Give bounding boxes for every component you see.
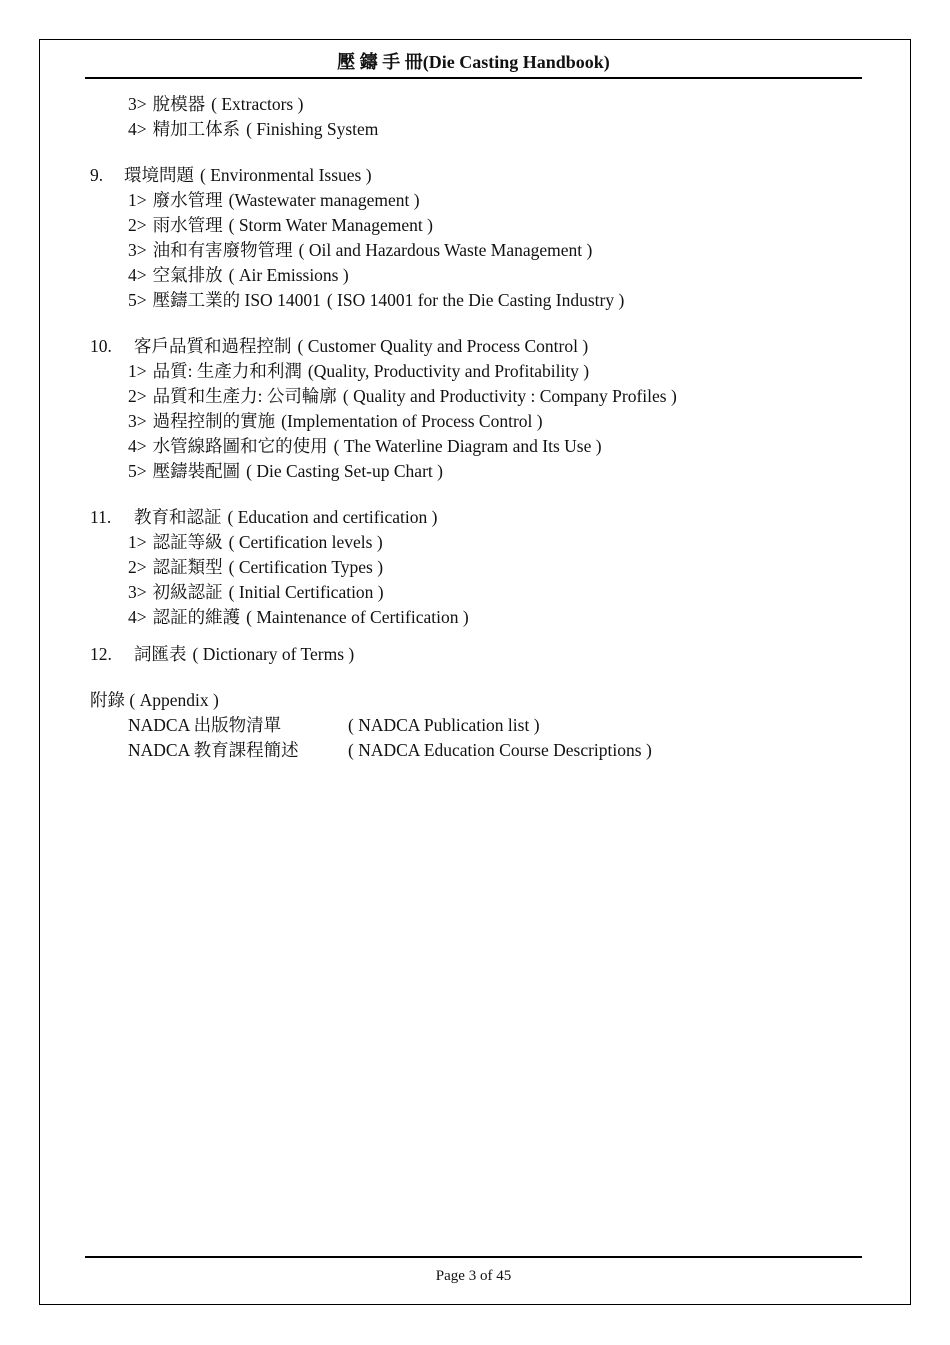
item-number: 5>	[128, 290, 147, 310]
footer-rule	[85, 1256, 862, 1258]
item-chinese: 初級認証	[152, 582, 223, 602]
item-english: ( Air Emissions )	[228, 265, 349, 285]
item-chinese: 廢水管理	[152, 190, 223, 210]
toc-subitem	[90, 359, 860, 384]
item-chinese: 精加工体系	[152, 119, 241, 139]
item-number: 3>	[128, 94, 147, 114]
item-number: 1>	[128, 361, 147, 381]
item-number: 3>	[128, 411, 147, 431]
item-number: 3>	[128, 240, 147, 260]
item-chinese: 認証的維護	[152, 607, 241, 627]
item-english: ( Extractors )	[211, 94, 304, 114]
toc-subitem	[90, 263, 860, 288]
item-chinese: 認証類型	[152, 557, 223, 577]
section-number: 11.	[90, 507, 112, 527]
item-chinese: 油和有害廢物管理	[152, 240, 293, 260]
item-english: ( Certification Types )	[228, 557, 384, 577]
section-number: 10.	[90, 336, 112, 356]
appendix-item-chinese: NADCA 教育課程簡述	[128, 740, 299, 760]
section-english: ( Education and certification )	[227, 507, 438, 527]
section-english: ( Dictionary of Terms )	[192, 644, 355, 664]
item-number: 4>	[128, 265, 147, 285]
item-chinese: 壓鑄工業的 ISO 14001	[152, 290, 321, 310]
item-chinese: 品質和生產力: 公司輪廓	[152, 386, 337, 406]
item-english: ( The Waterline Diagram and Its Use )	[333, 436, 602, 456]
toc-subitem	[90, 580, 860, 605]
toc-subitem	[90, 605, 860, 630]
item-english: ( Initial Certification )	[228, 582, 384, 602]
toc-subitem	[90, 117, 860, 142]
item-number: 2>	[128, 557, 147, 577]
toc-subitem	[90, 409, 860, 434]
item-english: (Implementation of Process Control )	[281, 411, 543, 431]
section-chinese: 客戶品質和過程控制	[134, 336, 292, 356]
item-english: ( Maintenance of Certification )	[246, 607, 469, 627]
item-chinese: 認証等級	[152, 532, 223, 552]
section-number: 12.	[90, 644, 112, 664]
item-number: 2>	[128, 215, 147, 235]
toc-subitem	[90, 213, 860, 238]
item-chinese: 壓鑄裝配圖	[152, 461, 241, 481]
item-number: 5>	[128, 461, 147, 481]
section-number: 9.	[90, 165, 104, 185]
section-chinese: 教育和認証	[134, 507, 222, 527]
header-rule	[85, 77, 862, 79]
item-english: ( ISO 14001 for the Die Casting Industry )	[326, 290, 625, 310]
section-english: ( Customer Quality and Process Control )	[297, 336, 589, 356]
toc-subitem	[90, 188, 860, 213]
toc-subitem	[90, 288, 860, 313]
appendix-item-english: ( NADCA Publication list )	[348, 715, 540, 735]
toc-subitem	[90, 238, 860, 263]
item-chinese: 雨水管理	[152, 215, 223, 235]
appendix-item	[90, 713, 860, 738]
item-chinese: 脫模器	[152, 94, 206, 114]
appendix-item-chinese: NADCA 出版物清單	[128, 715, 282, 735]
page-header-title: 壓 鑄 手 冊(Die Casting Handbook)	[337, 52, 610, 72]
toc-subitem	[90, 384, 860, 409]
toc-section	[90, 334, 860, 359]
item-english: (Wastewater management )	[228, 190, 420, 210]
toc-section	[90, 163, 860, 188]
item-english: ( Die Casting Set-up Chart )	[246, 461, 443, 481]
toc-subitem	[90, 434, 860, 459]
section-chinese: 環境問題	[124, 165, 194, 185]
item-number: 1>	[128, 190, 147, 210]
item-english: ( Storm Water Management )	[228, 215, 433, 235]
item-number: 4>	[128, 119, 147, 139]
toc-content	[90, 92, 860, 763]
appendix-title: 附錄 ( Appendix )	[90, 690, 219, 710]
item-english: ( Quality and Productivity : Company Profiles )	[342, 386, 677, 406]
item-number: 4>	[128, 436, 147, 456]
item-chinese: 空氣排放	[152, 265, 223, 285]
item-chinese: 水管線路圖和它的使用	[152, 436, 328, 456]
toc-subitem	[90, 555, 860, 580]
item-chinese: 過程控制的實施	[152, 411, 276, 431]
item-english: ( Certification levels )	[228, 532, 383, 552]
item-number: 2>	[128, 386, 147, 406]
item-english: (Quality, Productivity and Profitability )	[307, 361, 590, 381]
section-chinese: 詞匯表	[134, 644, 187, 664]
appendix-item	[90, 738, 860, 763]
item-number: 4>	[128, 607, 147, 627]
item-chinese: 品質: 生產力和利潤	[152, 361, 302, 381]
toc-section	[90, 505, 860, 530]
page-number: Page 3 of 45	[435, 1268, 512, 1284]
item-number: 3>	[128, 582, 147, 602]
appendix-item-english: ( NADCA Education Course Descriptions )	[348, 740, 652, 760]
toc-subitem	[90, 92, 860, 117]
toc-subitem	[90, 459, 860, 484]
toc-subitem	[90, 530, 860, 555]
item-english: ( Finishing System	[246, 119, 379, 139]
item-number: 1>	[128, 532, 147, 552]
section-english: ( Environmental Issues )	[200, 165, 372, 185]
item-english: ( Oil and Hazardous Waste Management )	[298, 240, 593, 260]
toc-section	[90, 642, 860, 667]
